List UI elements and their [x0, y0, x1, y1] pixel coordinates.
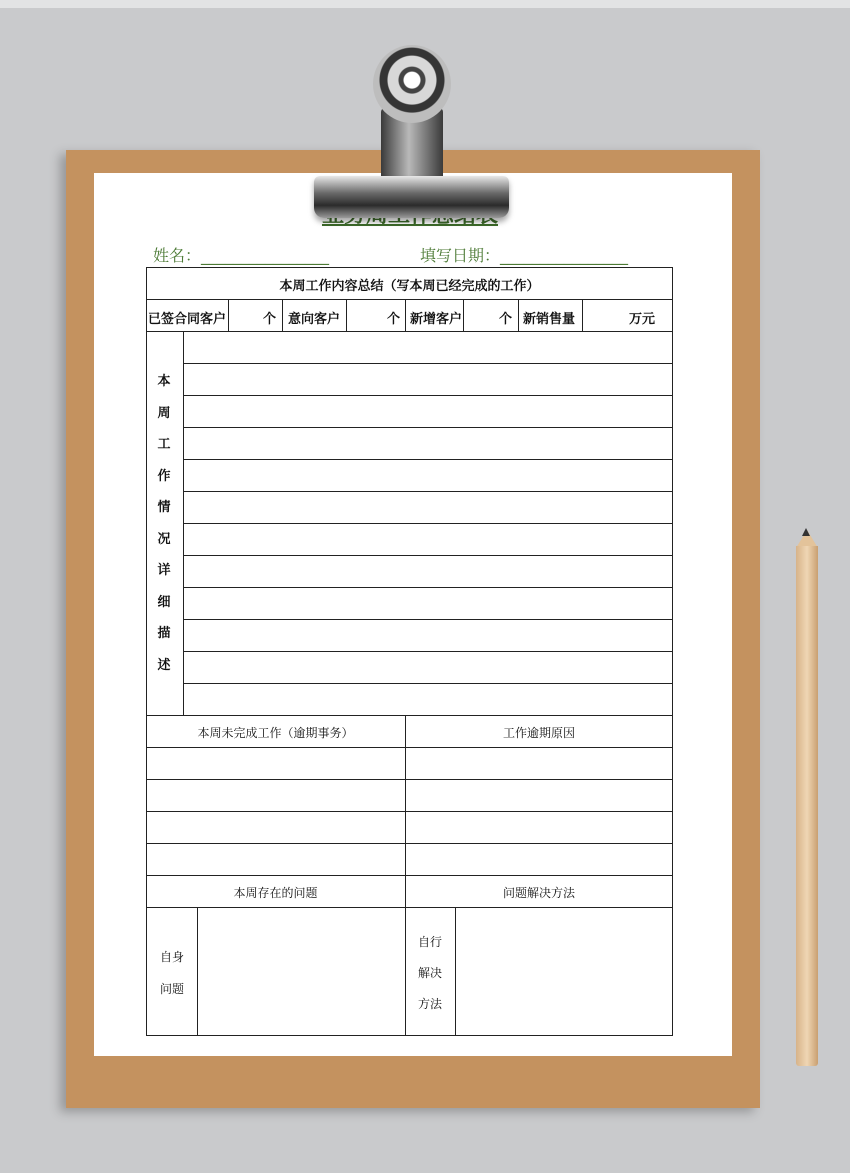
summary-header: 本周工作内容总结（写本周已经完成的工作） — [279, 279, 540, 294]
binder-clip-icon — [314, 176, 509, 218]
divider — [146, 747, 673, 748]
divider — [146, 715, 673, 716]
side-char: 本 — [157, 374, 171, 389]
side-char: 况 — [157, 531, 171, 547]
line-row — [146, 843, 673, 844]
date-blank[interactable]: ________________ — [500, 246, 629, 265]
line-row — [183, 619, 673, 620]
stat-label-signed: 已签合同客户 — [148, 312, 227, 327]
line-row — [183, 523, 673, 524]
line-row — [183, 683, 673, 684]
side-label-detail — [154, 366, 174, 681]
side-char: 工 — [157, 437, 171, 452]
line-row — [183, 491, 673, 492]
name-blank[interactable]: ________________ — [201, 246, 330, 265]
side-char: 周 — [157, 405, 171, 421]
stat-unit-new: 个 — [499, 312, 513, 327]
overdue-right-header: 工作逾期原因 — [502, 726, 575, 740]
line-row — [183, 363, 673, 364]
stat-label-new: 新增客户 — [410, 312, 463, 327]
line-row — [183, 555, 673, 556]
name-label: 姓名： — [153, 246, 202, 265]
self-issue-label-1: 自身 — [160, 950, 185, 964]
side-char: 述 — [157, 657, 171, 673]
divider — [282, 299, 283, 331]
line-row — [183, 651, 673, 652]
stat-unit-sales: 万元 — [629, 312, 656, 327]
divider — [346, 299, 347, 331]
side-char: 情 — [157, 500, 171, 515]
line-row — [183, 427, 673, 428]
issues-right-header: 问题解决方法 — [502, 886, 575, 900]
stat-unit-signed: 个 — [263, 312, 277, 327]
line-row — [183, 587, 673, 588]
date-field[interactable] — [420, 243, 628, 266]
divider — [405, 299, 406, 331]
date-label: 填写日期： — [420, 246, 501, 265]
name-field[interactable] — [153, 243, 329, 266]
divider — [146, 299, 673, 300]
self-solution-label-3: 方法 — [418, 997, 443, 1011]
pencil-image — [796, 546, 818, 1066]
pencil-lead — [802, 528, 810, 536]
side-char: 描 — [157, 626, 171, 641]
divider — [455, 907, 456, 1036]
divider — [146, 331, 673, 332]
side-char: 细 — [157, 594, 171, 610]
line-row — [183, 395, 673, 396]
divider — [146, 907, 673, 908]
top-strip — [0, 0, 850, 8]
stat-unit-intent: 个 — [387, 312, 401, 327]
side-char: 详 — [157, 563, 171, 578]
side-char: 作 — [157, 468, 171, 484]
issues-left-header: 本周存在的问题 — [233, 886, 318, 900]
divider — [146, 875, 673, 876]
divider — [463, 299, 464, 331]
divider — [518, 299, 519, 331]
self-solution-label-1: 自行 — [418, 935, 443, 949]
divider — [228, 299, 229, 331]
stat-label-intent: 意向客户 — [288, 312, 341, 327]
divider — [582, 299, 583, 331]
self-solution-label-2: 解决 — [418, 966, 443, 980]
line-row — [146, 779, 673, 780]
stat-label-sales: 新销售量 — [523, 312, 576, 327]
line-row — [183, 459, 673, 460]
line-row — [146, 811, 673, 812]
binder-clip-ring — [373, 45, 451, 123]
divider — [197, 907, 198, 1036]
overdue-left-header: 本周未完成工作（逾期事务） — [197, 726, 354, 740]
self-issue-label-2: 问题 — [160, 982, 185, 996]
